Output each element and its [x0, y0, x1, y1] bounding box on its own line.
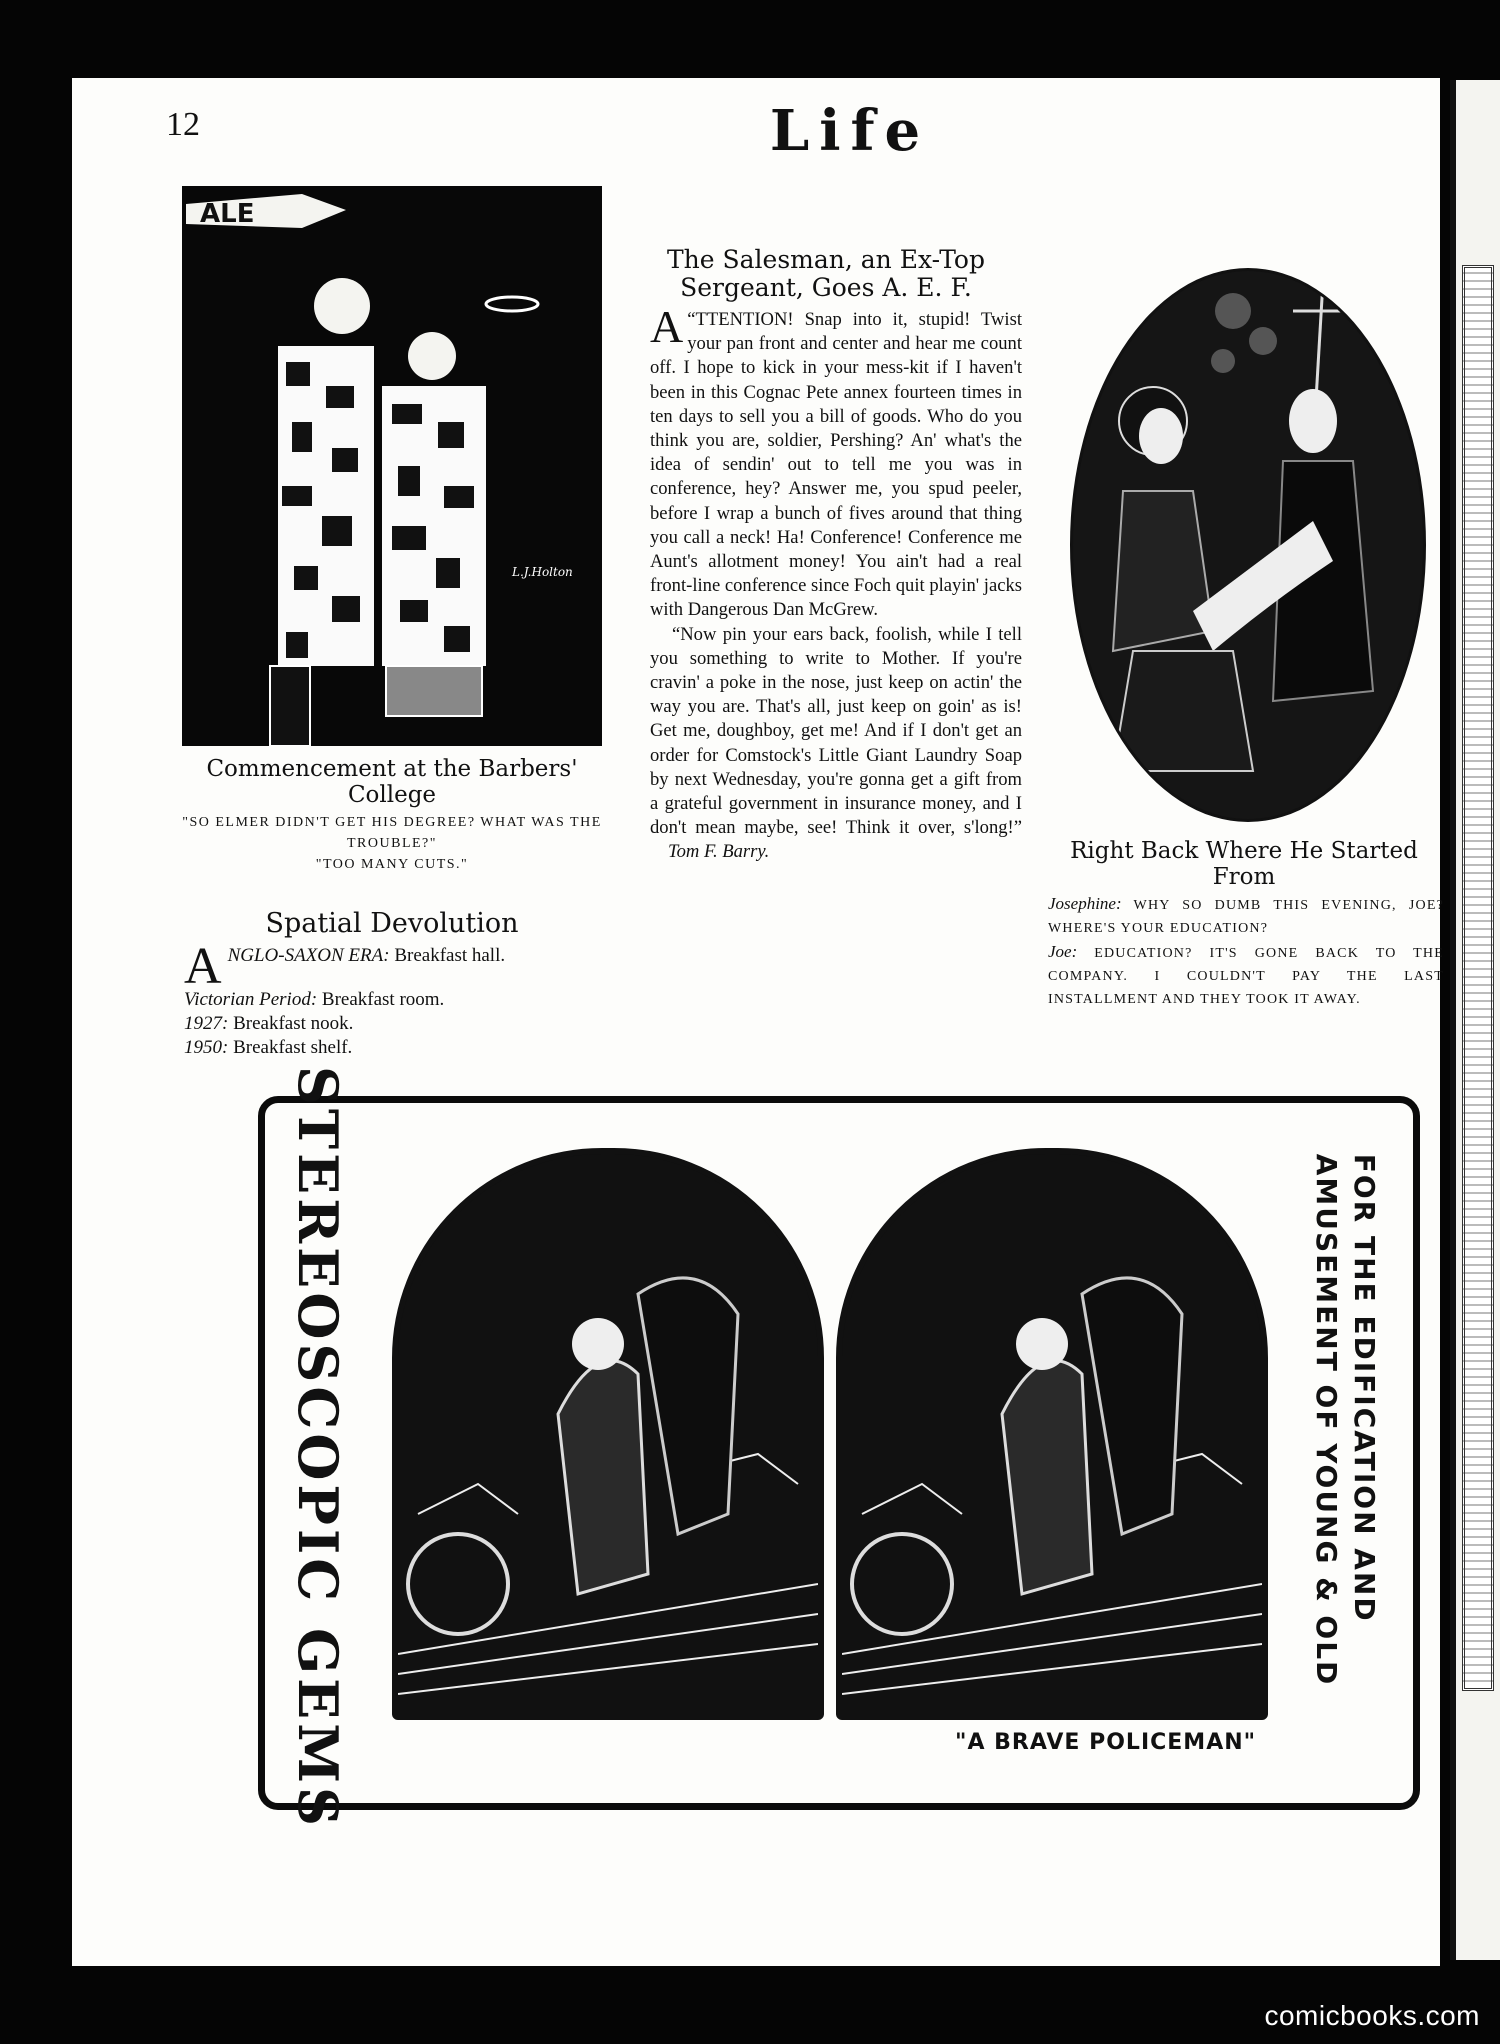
era-victorian-text: Breakfast room.: [321, 989, 445, 1010]
era-1950-text: Breakfast shelf.: [233, 1037, 353, 1058]
speaker-joe: Joe:: [1048, 942, 1078, 961]
cartoon-right-dialogue: [1048, 892, 1444, 1011]
cartoon-left-caption-title: Commencement at the Barbers' College: [206, 756, 578, 808]
site-watermark: comicbooks.com: [1264, 2000, 1480, 2031]
era-anglo-saxon: NGLO-SAXON ERA:: [227, 945, 390, 966]
ad-right-slogan-text: [1307, 1154, 1383, 1687]
quote-line-1: "SO ELMER DIDN'T GET HIS DEGREE? WHAT WAS THE TROUBLE?": [182, 815, 602, 851]
stereo-image-left: [392, 1148, 824, 1720]
pennant-text: ALE: [200, 199, 255, 229]
spatial-dropcap: A: [184, 938, 222, 995]
story-paragraph-1: TTENTION! Snap into it, stupid! Twist your pan front and center and hear me count off. I hope to kick in your mess-kit if I haven't been in this Cognac Pete annex fourteen times in ten days to sell you a bill of goods. Who do you think you are, soldier, Pershing? An' what's the idea of sendin' out to tell me you was in conference, hey? Answer me, you spud peeler, before I wrap a bunch of fives around that thing you call a neck! Ha! Conference! Conference me Aunt's allotment money! You ain't had a real front-line conference since Foch quit playin' jacks with Dangerous Dan McGrew.: [650, 309, 1022, 621]
era-1927-text: Breakfast nook.: [233, 1013, 354, 1034]
era-1927: 1927:: [184, 1013, 229, 1034]
ad-image-caption: "A BRAVE POLICEMAN": [955, 1730, 1257, 1755]
spatial-devolution-body: [184, 938, 604, 1060]
page-number: 12: [166, 106, 200, 143]
ad-right-line-2: AMUSEMENT OF YOUNG & OLD: [1310, 1153, 1343, 1687]
adjacent-page-border: [1462, 265, 1494, 1691]
era-victorian: Victorian Period:: [184, 989, 318, 1010]
story-paragraph-2: “Now pin your ears back, foolish, while I tell you something to write to Mother. If you're cravin' a poke in the nose, just keep on actin' the way you are. That's all, just keep on goin' as is! Get me, doughboy, get me! And if I don't get an order for Comstock's Little Giant Laundry Soap by next Wednesday, you're gonna get a gift from a grateful government in insurance money, and I don't mean maybe, see! Think it over, s'long!”: [650, 623, 1022, 839]
story-body: [650, 301, 1022, 865]
couple-cartoon-oval: [1070, 268, 1426, 822]
era-anglo-saxon-text: Breakfast hall.: [394, 945, 506, 966]
ad-left-title: [286, 1065, 350, 1831]
speaker-josephine: Josephine:: [1048, 894, 1122, 913]
cartoon-right-caption-title: Right Back Where He Started From: [1070, 838, 1418, 890]
ad-right-slogan: [1300, 1153, 1390, 1687]
joe-line: EDUCATION? IT'S GONE BACK TO THE COMPANY. I COULDN'T PAY THE LAST INSTALLMENT AND THEY TOOK IT AWAY.: [1048, 946, 1444, 1007]
story-title: The Salesman, an Ex-Top Sergeant, Goes A. E. F.: [667, 245, 985, 302]
era-1950: 1950:: [184, 1037, 229, 1058]
spatial-devolution-title: Spatial Devolution: [265, 908, 519, 939]
story-open-quote: “: [687, 309, 696, 330]
ad-right-line-1: FOR THE EDIFICATION AND: [1348, 1153, 1381, 1623]
josephine-line: WHY SO DUMB THIS EVENING, JOE? WHERE'S YOUR EDUCATION?: [1048, 898, 1444, 936]
story-author: Tom F. Barry.: [668, 841, 770, 863]
story-dropcap: A: [650, 301, 684, 352]
masthead: Life: [769, 98, 931, 164]
quote-line-2: "TOO MANY CUTS.": [315, 857, 469, 872]
barbers-cartoon-illustration: [182, 186, 602, 746]
cartoon-left-quote: [176, 812, 608, 875]
stereo-image-right: [836, 1148, 1268, 1720]
artist-signature: L.J.Holton: [512, 565, 573, 579]
ad-left-title-text: STEREOSCOPIC GEMS: [286, 1065, 350, 1831]
